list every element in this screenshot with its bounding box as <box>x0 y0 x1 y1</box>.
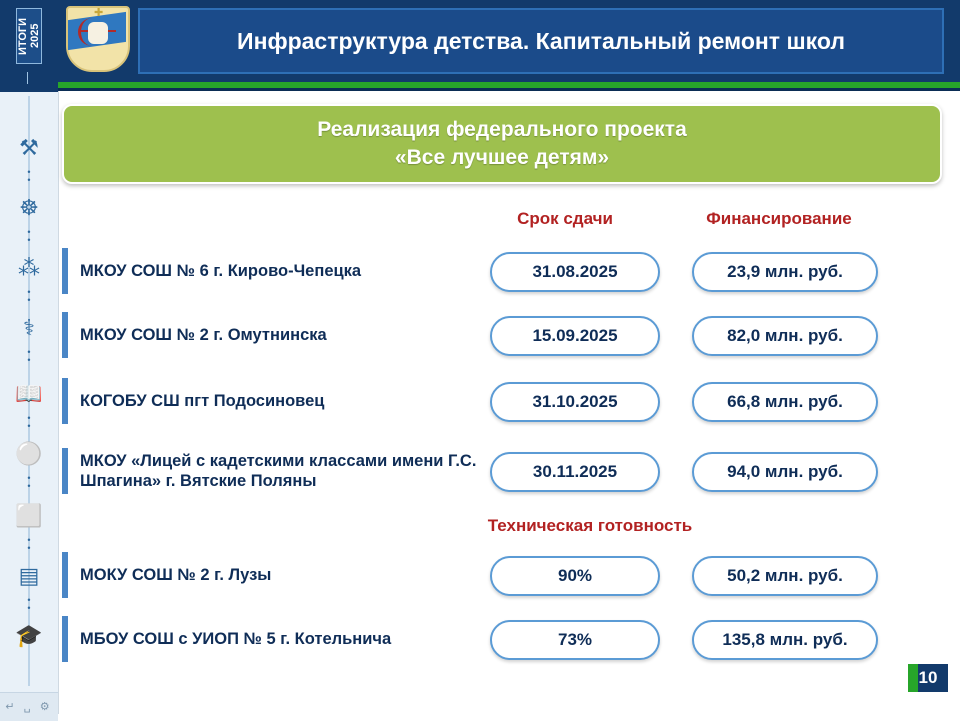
column-header-readiness: Техническая готовность <box>487 516 693 535</box>
deadline-pill: 15.09.2025 <box>490 316 660 356</box>
page-title: Инфраструктура детства. Капитальный ремонт школ <box>237 27 845 54</box>
funding-pill: 23,9 млн. руб. <box>692 252 878 292</box>
funding-pill: 66,8 млн. руб. <box>692 382 878 422</box>
rail-dots: • • <box>27 287 31 305</box>
school-name: МОКУ СОШ № 2 г. Лузы <box>80 566 272 584</box>
monitor-icon: ⬜ <box>15 503 43 528</box>
row-accent-bar <box>62 248 68 294</box>
rail-tick <box>27 72 28 84</box>
header-dark-stripe <box>58 88 960 91</box>
readiness-pill: 73% <box>490 620 660 660</box>
deadline-pill: 30.11.2025 <box>490 452 660 492</box>
funding-pill: 82,0 млн. руб. <box>692 316 878 356</box>
child-family-icon: ⚪ <box>15 441 43 466</box>
school-name: МКОУ «Лицей с кадетскими классами имени Г.С. Шпагина» г. Вятские Поляны <box>80 452 477 490</box>
rail-dots: • • <box>27 227 31 245</box>
rail-dots: • • <box>27 413 31 431</box>
building-icon: ▤ <box>18 563 40 588</box>
graduation-icon: 🎓 <box>15 623 43 648</box>
rail-dots: • • <box>27 535 31 553</box>
health-icon: ⚕ <box>23 315 35 340</box>
funding-pill: 135,8 млн. руб. <box>692 620 878 660</box>
page-number: 10 <box>918 668 938 687</box>
family-icon: ☸ <box>19 195 39 220</box>
school-name: КОГОБУ СШ пгт Подосиновец <box>80 392 325 410</box>
rail-dots: • • <box>27 473 31 491</box>
banner-line-1: Реализация федерального проекта <box>317 118 687 141</box>
funding-pill: 94,0 млн. руб. <box>692 452 878 492</box>
table-row <box>62 378 892 424</box>
rail-year-badge: ИТОГИ 2025 <box>16 8 42 64</box>
rail-footer: ↵ ␣ ⚙ <box>0 692 58 721</box>
rail-dots: • • <box>27 167 31 185</box>
row-accent-bar <box>62 378 68 424</box>
book-icon: 📖 <box>15 381 43 406</box>
deadline-pill: 31.08.2025 <box>490 252 660 292</box>
funding-pill: 50,2 млн. руб. <box>692 556 878 596</box>
table-row <box>62 312 892 358</box>
table-row <box>62 448 892 494</box>
table-row <box>62 616 892 662</box>
rail-dots: • • <box>27 595 31 613</box>
table-row <box>62 552 892 598</box>
school-name: МБОУ СОШ с УИОП № 5 г. Котельнича <box>80 630 392 648</box>
row-accent-bar <box>62 312 68 358</box>
column-header-funding: Финансирование <box>706 209 852 228</box>
project-banner <box>62 104 942 184</box>
deadline-pill: 31.10.2025 <box>490 382 660 422</box>
left-rail <box>0 0 59 720</box>
header-title-box <box>138 8 944 74</box>
school-name: МКОУ СОШ № 2 г. Омутнинска <box>80 326 327 344</box>
school-name: МКОУ СОШ № 6 г. Кирово-Чепецка <box>80 262 362 280</box>
table-row <box>62 248 892 294</box>
people-group-icon: ⁂ <box>18 255 40 280</box>
row-accent-bar <box>62 448 68 494</box>
readiness-pill: 90% <box>490 556 660 596</box>
care-hands-icon: ⚒ <box>19 135 39 160</box>
slide-header <box>58 0 960 82</box>
coat-of-arms-icon: ✚ <box>66 6 130 78</box>
banner-line-2: «Все лучшее детям» <box>394 146 610 169</box>
column-header-deadline: Срок сдачи <box>517 209 613 228</box>
row-accent-bar <box>62 552 68 598</box>
row-accent-bar <box>62 616 68 662</box>
page-badge-accent <box>908 664 918 692</box>
bottom-spacer <box>58 714 960 720</box>
rail-dots: • • <box>27 347 31 365</box>
